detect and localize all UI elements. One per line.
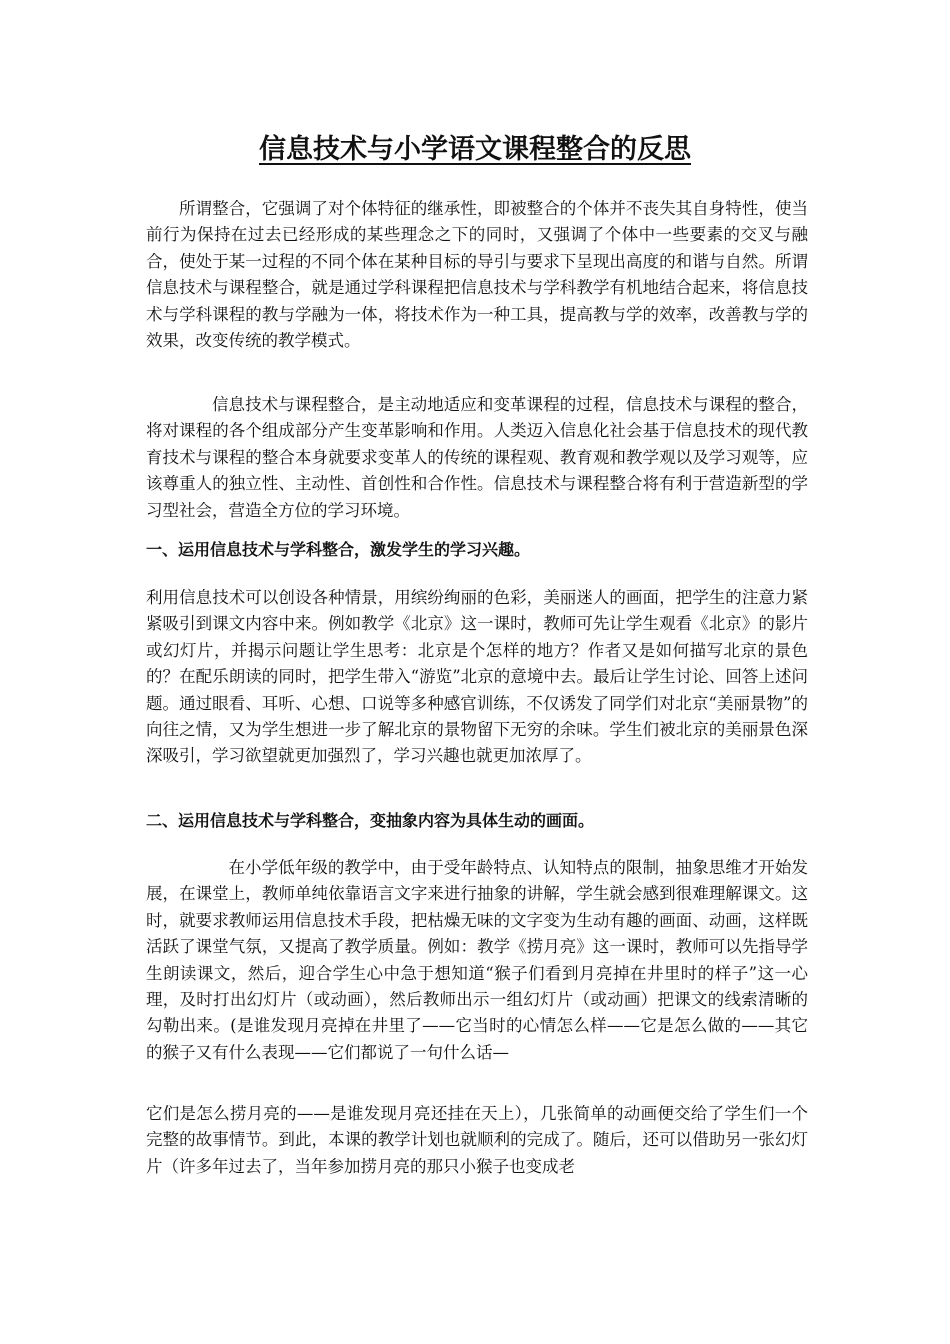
paragraph-5: 它们是怎么捞月亮的——是谁发现月亮还挂在天上），几张简单的动画便交给了学生们一个完整的故事情节。到此，本课的教学计划也就顺利的完成了。随后，还可以借助另一张幻灯片（许多年过去了，当年参加捞月亮的那只小猴子也变成老 xyxy=(146,1104,808,1176)
paragraph-1: 所谓整合，它强调了对个体特征的继承性，即被整合的个体并不丧失其自身特性，使当前行为保持在过去已经形成的某些理念之下的同时，又强调了个体中一些要素的交叉与融合，使处于某一过程的不同个体在某种目标的导引与要求下呈现出高度的和谐与自然。所谓信息技术与课程整合，就是通过学科课程把信息技术与学科教学有机地结合起来，将信息技术与学科课程的教与学融为一体，将技术作为一种工具，提高教与学的效率，改善教与学的效果，改变传统的教学模式。 xyxy=(146,199,808,351)
paragraph-2: 信息技术与课程整合，是主动地适应和变革课程的过程，信息技术与课程的整合，将对课程的各个组成部分产生变革影响和作用。人类迈入信息化社会基于信息技术的现代教育技术与课程的整合本身就要求变革人的传统的课程观、教育观和教学观以及学习观等，应该尊重人的独立性、主动性、首创性和合作性。信息技术与课程整合将有利于营造新型的学习型社会，营造全方位的学习环境。 xyxy=(146,395,808,520)
section-heading-1: 一、运用信息技术与学科整合，激发学生的学习兴趣。 xyxy=(146,540,531,559)
section-heading-2: 二、运用信息技术与学科整合，变抽象内容为具体生动的画面。 xyxy=(146,811,595,830)
document-title: 信息技术与小学语文课程整合的反思 xyxy=(259,134,691,165)
paragraph-4: 在小学低年级的教学中，由于受年龄特点、认知特点的限制，抽象思维才开始发展，在课堂上，教师单纯依靠语言文字来进行抽象的讲解，学生就会感到很难理解课文。这时，就要求教师运用信息技术手段，把枯燥无味的文字变为生动有趣的画面、动画，这样既活跃了课堂气氛，又提高了教学质量。例如：教学《捞月亮》这一课时，教师可以先指导学生朗读课文，然后，迎合学生心中急于想知道“猴子们看到月亮掉在井里时的样子”这一心理，及时打出幻灯片（或动画），然后教师出示一组幻灯片（或动画）把课文的线索清晰的勾勒出来。(是谁发现月亮掉在井里了——它当时的心情怎么样——它是怎么做的——其它的猴子又有什么表现——它们都说了一句什么话— xyxy=(146,858,808,1062)
paragraph-3: 利用信息技术可以创设各种情景，用缤纷绚丽的色彩，美丽迷人的画面，把学生的注意力紧紧吸引到课文内容中来。例如教学《北京》这一课时，教师可先让学生观看《北京》的影片或幻灯片，并揭示问题让学生思考：北京是个怎样的地方？作者又是如何描写北京的景色的？在配乐朗读的同时，把学生带入“游览”北京的意境中去。最后让学生讨论、回答上述问题。通过眼看、耳听、心想、口说等多种感官训练，不仅诱发了同学们对北京“美丽景物”的向往之情，又为学生想进一步了解北京的景物留下无穷的余味。学生们被北京的美丽景色深深吸引，学习欲望就更加强烈了，学习兴趣也就更加浓厚了。 xyxy=(146,588,808,766)
